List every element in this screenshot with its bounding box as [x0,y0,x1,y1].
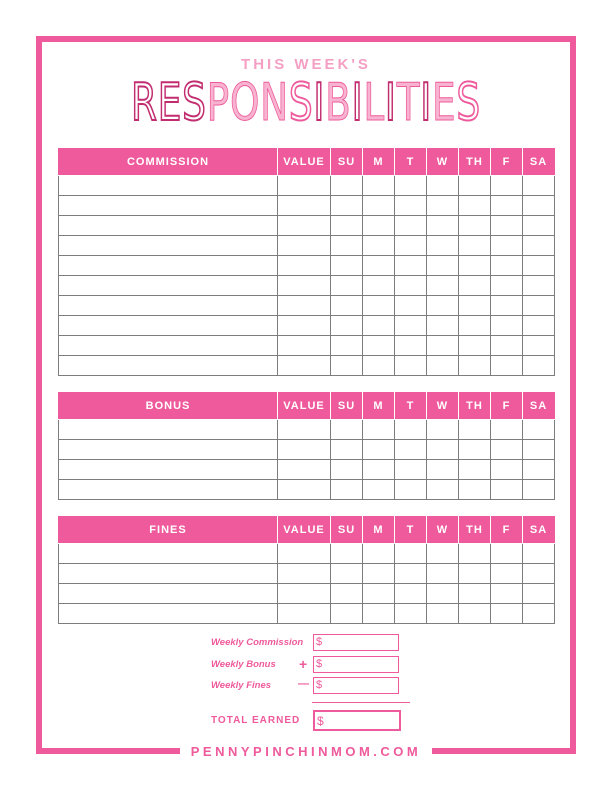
day-header-su: SU [331,393,363,420]
day-cell[interactable] [363,440,395,460]
day-cell[interactable] [363,584,395,604]
section-title: COMMISSION [59,149,278,176]
day-cell[interactable] [523,336,555,356]
task-cell[interactable] [59,276,278,296]
value-cell[interactable] [278,316,331,336]
day-cell[interactable] [491,236,523,256]
day-cell[interactable] [523,356,555,376]
value-cell[interactable] [278,176,331,196]
day-cell[interactable] [395,236,427,256]
section-title: BONUS [59,393,278,420]
day-cell[interactable] [395,196,427,216]
day-cell[interactable] [363,564,395,584]
day-cell[interactable] [427,196,459,216]
day-cell[interactable] [363,276,395,296]
day-cell[interactable] [363,336,395,356]
day-cell[interactable] [427,256,459,276]
task-cell[interactable] [59,584,278,604]
table-row [59,356,555,376]
task-cell[interactable] [59,604,278,624]
table-row [59,216,555,236]
task-cell[interactable] [59,460,278,480]
day-cell[interactable] [427,480,459,500]
day-cell[interactable] [395,296,427,316]
task-cell[interactable] [59,356,278,376]
currency-symbol: $ [316,636,323,648]
day-cell[interactable] [459,176,491,196]
day-cell[interactable] [363,196,395,216]
day-cell[interactable] [459,460,491,480]
weekly-fines-row [211,677,411,696]
value-cell[interactable] [278,196,331,216]
day-header-sa: SA [523,517,555,544]
day-cell[interactable] [459,356,491,376]
day-header-f: F [491,393,523,420]
day-cell[interactable] [395,316,427,336]
day-cell[interactable] [395,564,427,584]
day-cell[interactable] [331,296,363,316]
currency-symbol: $ [316,679,323,691]
day-cell[interactable] [331,336,363,356]
day-header-f: F [491,149,523,176]
day-cell[interactable] [363,460,395,480]
day-cell[interactable] [427,236,459,256]
day-header-t: T [395,393,427,420]
value-cell[interactable] [278,604,331,624]
day-cell[interactable] [427,584,459,604]
task-cell[interactable] [59,336,278,356]
day-cell[interactable] [395,256,427,276]
table-row [59,336,555,356]
task-cell[interactable] [59,296,278,316]
day-cell[interactable] [363,236,395,256]
weekly-commission-label: Weekly Commission [211,637,304,648]
fines-rows [59,544,555,624]
value-cell[interactable] [278,440,331,460]
day-cell[interactable] [331,460,363,480]
day-cell[interactable] [459,216,491,236]
day-header-w: W [427,393,459,420]
day-cell[interactable] [491,440,523,460]
day-cell[interactable] [459,296,491,316]
day-header-w: W [427,517,459,544]
table-row [59,276,555,296]
value-cell[interactable] [278,564,331,584]
table-row [59,584,555,604]
day-cell[interactable] [523,216,555,236]
day-cell[interactable] [523,564,555,584]
day-cell[interactable] [523,480,555,500]
day-header-w: W [427,149,459,176]
table-row [59,296,555,316]
day-cell[interactable] [459,564,491,584]
day-cell[interactable] [427,356,459,376]
day-cell[interactable] [331,236,363,256]
day-cell[interactable] [427,276,459,296]
day-cell[interactable] [395,176,427,196]
day-cell[interactable] [363,176,395,196]
weekly-fines-label: Weekly Fines [211,680,272,691]
day-cell[interactable] [331,196,363,216]
day-cell[interactable] [427,420,459,440]
day-cell[interactable] [491,420,523,440]
day-cell[interactable] [491,604,523,624]
day-header-t: T [395,517,427,544]
day-header-m: M [363,517,395,544]
day-header-su: SU [331,517,363,544]
day-cell[interactable] [523,276,555,296]
value-cell[interactable] [278,480,331,500]
day-cell[interactable] [427,216,459,236]
task-cell[interactable] [59,440,278,460]
value-cell[interactable] [278,236,331,256]
day-cell[interactable] [459,480,491,500]
day-cell[interactable] [427,604,459,624]
day-cell[interactable] [331,584,363,604]
day-header-sa: SA [523,149,555,176]
table-row [59,564,555,584]
day-header-th: TH [459,149,491,176]
day-cell[interactable] [523,176,555,196]
day-cell[interactable] [331,316,363,336]
day-cell[interactable] [395,544,427,564]
day-cell[interactable] [491,276,523,296]
page-subtitle: THIS WEEK'S [241,56,371,73]
task-cell[interactable] [59,236,278,256]
task-cell[interactable] [59,480,278,500]
plus-sign: + [299,656,308,672]
table-row [59,236,555,256]
day-cell[interactable] [491,316,523,336]
day-cell[interactable] [427,296,459,316]
value-cell[interactable] [278,584,331,604]
day-cell[interactable] [459,316,491,336]
day-cell[interactable] [491,256,523,276]
task-cell[interactable] [59,420,278,440]
day-cell[interactable] [523,256,555,276]
day-header-th: TH [459,393,491,420]
day-cell[interactable] [491,584,523,604]
value-cell[interactable] [278,336,331,356]
minus-sign: — [298,678,309,690]
weekly-commission-field[interactable] [313,634,399,651]
total-earned-field[interactable] [313,710,401,731]
day-cell[interactable] [459,196,491,216]
day-cell[interactable] [523,236,555,256]
sum-rule [312,702,410,703]
day-header-f: F [491,517,523,544]
fines-header-row [59,517,555,544]
currency-symbol: $ [316,658,323,670]
weekly-commission-row [211,634,411,653]
day-cell[interactable] [395,460,427,480]
day-cell[interactable] [523,544,555,564]
day-cell[interactable] [459,256,491,276]
page-title: RESPONSIBILITIES [131,73,481,133]
day-cell[interactable] [523,584,555,604]
table-row [59,604,555,624]
table-row [59,256,555,276]
day-cell[interactable] [491,176,523,196]
table-row [59,176,555,196]
value-cell[interactable] [278,420,331,440]
task-cell[interactable] [59,176,278,196]
day-cell[interactable] [331,256,363,276]
day-cell[interactable] [331,276,363,296]
value-cell[interactable] [278,460,331,480]
value-cell[interactable] [278,216,331,236]
day-cell[interactable] [331,176,363,196]
weekly-bonus-row [211,656,411,675]
day-cell[interactable] [459,604,491,624]
table-row [59,440,555,460]
day-cell[interactable] [491,196,523,216]
day-cell[interactable] [459,544,491,564]
day-cell[interactable] [523,420,555,440]
day-cell[interactable] [363,296,395,316]
day-cell[interactable] [363,604,395,624]
value-header: VALUE [278,517,331,544]
value-cell[interactable] [278,544,331,564]
value-header: VALUE [278,149,331,176]
bonus-rows [59,420,555,500]
day-cell[interactable] [491,480,523,500]
day-cell[interactable] [523,296,555,316]
day-cell[interactable] [395,584,427,604]
commission-header-row [59,149,555,176]
day-header-sa: SA [523,393,555,420]
day-cell[interactable] [523,196,555,216]
day-cell[interactable] [523,604,555,624]
day-cell[interactable] [491,564,523,584]
weekly-bonus-label: Weekly Bonus [211,659,276,670]
day-cell[interactable] [427,564,459,584]
day-cell[interactable] [331,216,363,236]
currency-symbol: $ [317,714,324,728]
table-row [59,544,555,564]
day-cell[interactable] [459,236,491,256]
day-header-m: M [363,149,395,176]
day-cell[interactable] [331,440,363,460]
day-cell[interactable] [331,420,363,440]
day-cell[interactable] [331,564,363,584]
weekly-bonus-field[interactable] [313,656,399,673]
day-cell[interactable] [459,584,491,604]
table-row [59,196,555,216]
day-cell[interactable] [363,480,395,500]
day-cell[interactable] [459,440,491,460]
footer-site: PENNYPINCHINMOM.COM [190,744,422,759]
day-cell[interactable] [491,216,523,236]
day-cell[interactable] [331,544,363,564]
day-cell[interactable] [491,460,523,480]
day-cell[interactable] [491,544,523,564]
task-cell[interactable] [59,544,278,564]
day-cell[interactable] [395,440,427,460]
day-cell[interactable] [459,420,491,440]
day-cell[interactable] [395,356,427,376]
day-cell[interactable] [395,276,427,296]
day-cell[interactable] [395,604,427,624]
table-row [59,316,555,336]
fines-table [58,516,555,624]
day-cell[interactable] [459,336,491,356]
commission-table [58,148,555,376]
day-cell[interactable] [331,356,363,376]
day-cell[interactable] [427,460,459,480]
task-cell[interactable] [59,196,278,216]
day-cell[interactable] [363,216,395,236]
day-cell[interactable] [331,480,363,500]
bonus-header-row [59,393,555,420]
total-earned-label: TOTAL EARNED [211,715,301,726]
day-cell[interactable] [331,604,363,624]
day-cell[interactable] [363,420,395,440]
value-header: VALUE [278,393,331,420]
day-cell[interactable] [363,544,395,564]
weekly-fines-field[interactable] [313,677,399,694]
commission-rows [59,176,555,376]
table-row [59,480,555,500]
task-cell[interactable] [59,256,278,276]
day-cell[interactable] [491,336,523,356]
task-cell[interactable] [59,316,278,336]
day-cell[interactable] [427,440,459,460]
day-cell[interactable] [395,420,427,440]
bonus-table [58,392,555,500]
value-cell[interactable] [278,296,331,316]
day-cell[interactable] [491,356,523,376]
day-cell[interactable] [523,440,555,460]
day-cell[interactable] [523,460,555,480]
value-cell[interactable] [278,256,331,276]
value-cell[interactable] [278,356,331,376]
day-cell[interactable] [491,296,523,316]
task-cell[interactable] [59,564,278,584]
day-cell[interactable] [395,216,427,236]
day-header-m: M [363,393,395,420]
day-cell[interactable] [363,356,395,376]
day-cell[interactable] [427,316,459,336]
day-cell[interactable] [363,256,395,276]
day-cell[interactable] [363,316,395,336]
day-cell[interactable] [395,480,427,500]
day-cell[interactable] [427,544,459,564]
day-header-th: TH [459,517,491,544]
section-title: FINES [59,517,278,544]
value-cell[interactable] [278,276,331,296]
day-header-su: SU [331,149,363,176]
day-cell[interactable] [427,336,459,356]
table-row [59,420,555,440]
table-row [59,460,555,480]
day-cell[interactable] [459,276,491,296]
day-cell[interactable] [523,316,555,336]
day-cell[interactable] [427,176,459,196]
task-cell[interactable] [59,216,278,236]
day-cell[interactable] [395,336,427,356]
day-header-t: T [395,149,427,176]
